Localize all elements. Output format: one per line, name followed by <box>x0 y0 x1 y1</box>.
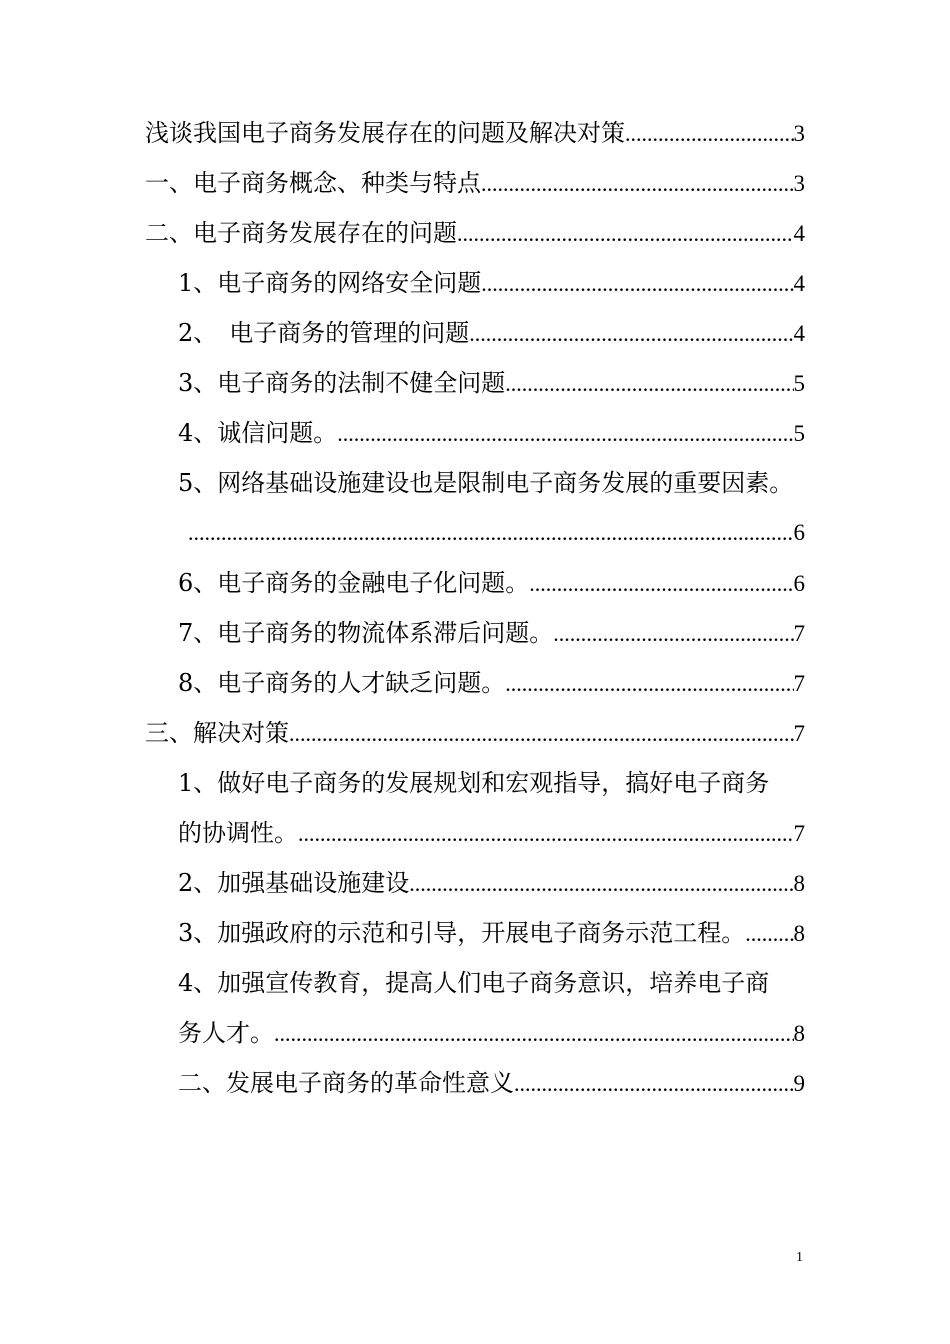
toc-leader-dots <box>745 909 793 959</box>
toc-entry-section-4[interactable] <box>178 1058 805 1108</box>
toc-entry-text: 3、加强政府的示范和引导，开展电子商务示范工程。 <box>178 919 746 947</box>
toc-leader-dots <box>553 609 793 659</box>
toc-entry-page: 5 <box>793 371 805 396</box>
toc-entry-text: 二、发展电子商务的革命性意义 <box>178 1069 514 1097</box>
toc-entry-text: 2、加强基础设施建设 <box>178 869 410 897</box>
toc-entry-2-5[interactable] <box>178 458 805 508</box>
toc-entry-2-6[interactable] <box>178 558 805 608</box>
toc-entry-text: 5、网络基础设施建设也是限制电子商务发展的重要因素。 <box>178 469 794 497</box>
toc-entry-3-4-continuation[interactable] <box>178 1008 805 1058</box>
toc-leader-dots <box>188 508 794 558</box>
toc-entry-text: 8、电子商务的人才缺乏问题。 <box>178 669 506 697</box>
toc-entry-page: 4 <box>793 321 805 346</box>
toc-entry-2-2[interactable] <box>178 308 805 358</box>
toc-leader-dots <box>469 309 793 359</box>
toc-entry-text: 1、做好电子商务的发展规划和宏观指导，搞好电子商务 <box>178 769 770 797</box>
toc-entry-2-7[interactable] <box>178 608 805 658</box>
toc-entry-section-2[interactable] <box>145 208 805 258</box>
toc-entry-2-3[interactable] <box>178 358 805 408</box>
toc-entry-text: 6、电子商务的金融电子化问题。 <box>178 569 530 597</box>
toc-entry-page: 3 <box>793 171 805 196</box>
toc-leader-dots <box>298 809 794 859</box>
toc-entry-text: 4、诚信问题。 <box>178 419 338 447</box>
toc-entry-2-4[interactable] <box>178 408 805 458</box>
toc-entry-text: 浅谈我国电子商务发展存在的问题及解决对策 <box>145 119 625 147</box>
toc-entry-3-1[interactable] <box>178 758 805 808</box>
toc-leader-dots <box>481 159 794 209</box>
table-of-contents <box>0 108 950 1108</box>
toc-entry-2-1[interactable] <box>178 258 805 308</box>
toc-entry-page: 4 <box>793 221 805 246</box>
toc-entry-3-1-continuation[interactable] <box>178 808 805 858</box>
toc-entry-text: 的协调性。 <box>178 819 298 847</box>
toc-leader-dots <box>481 259 793 309</box>
toc-entry-page: 7 <box>793 621 805 646</box>
toc-entry-page: 4 <box>793 271 805 296</box>
toc-leader-dots <box>505 659 793 709</box>
toc-entry-page: 6 <box>793 520 805 545</box>
toc-leader-dots <box>457 209 794 259</box>
toc-entry-page: 8 <box>793 1021 805 1046</box>
toc-entry-text: 7、电子商务的物流体系滞后问题。 <box>178 619 554 647</box>
toc-entry-3-3[interactable] <box>178 908 805 958</box>
toc-leader-dots <box>409 859 793 909</box>
toc-entry-page: 7 <box>793 821 805 846</box>
toc-entry-page: 7 <box>793 721 805 746</box>
toc-entry-text: 二、电子商务发展存在的问题 <box>145 219 457 247</box>
toc-entry-title[interactable] <box>145 108 805 158</box>
toc-entry-text: 2、 电子商务的管理的问题 <box>178 319 470 347</box>
toc-leader-dots <box>289 709 794 759</box>
page-number: 1 <box>796 1250 803 1265</box>
toc-leader-dots <box>505 359 793 409</box>
toc-leader-dots <box>625 109 794 159</box>
toc-entry-3-4[interactable] <box>178 958 805 1008</box>
toc-entry-text: 4、加强宣传教育，提高人们电子商务意识，培养电子商 <box>178 969 770 997</box>
toc-entry-3-2[interactable] <box>178 858 805 908</box>
toc-entry-page: 9 <box>793 1071 805 1096</box>
toc-leader-dots <box>514 1059 794 1109</box>
toc-leader-dots <box>529 559 793 609</box>
toc-entry-text: 三、解决对策 <box>145 719 289 747</box>
toc-entry-text: 务人才。 <box>178 1019 274 1047</box>
toc-entry-text: 1、电子商务的网络安全问题 <box>178 269 482 297</box>
toc-entry-section-3[interactable] <box>145 708 805 758</box>
toc-entry-page: 6 <box>793 571 805 596</box>
toc-entry-text: 一、电子商务概念、种类与特点 <box>145 169 481 197</box>
toc-entry-2-5-continuation[interactable] <box>178 508 805 558</box>
toc-leader-dots <box>337 409 793 459</box>
toc-entry-page: 7 <box>793 671 805 696</box>
toc-entry-page: 5 <box>793 421 805 446</box>
toc-leader-dots <box>274 1009 794 1059</box>
toc-entry-page: 8 <box>793 871 805 896</box>
toc-entry-page: 8 <box>793 921 805 946</box>
toc-entry-text: 3、电子商务的法制不健全问题 <box>178 369 506 397</box>
toc-entry-section-1[interactable] <box>145 158 805 208</box>
toc-entry-2-8[interactable] <box>178 658 805 708</box>
toc-entry-page: 3 <box>793 121 805 146</box>
